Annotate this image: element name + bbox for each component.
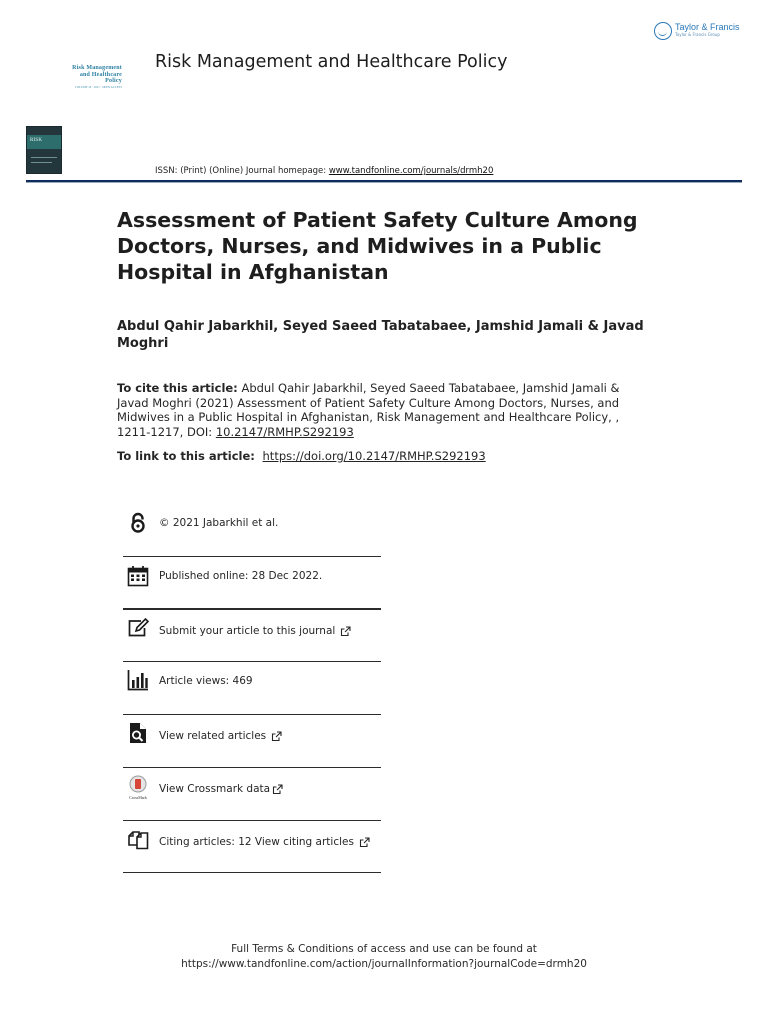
article-views: Article views: 469 (159, 675, 253, 687)
related-articles-label: View related articles (159, 730, 267, 742)
published-date: Published online: 28 Dec 2022. (159, 570, 323, 582)
info-divider (123, 767, 381, 768)
external-link-icon (340, 626, 351, 637)
header-divider-thin (26, 182, 742, 183)
crossmark-label: View Crossmark data (159, 783, 271, 795)
calendar-icon (127, 565, 149, 587)
crossmark-link[interactable] (159, 783, 283, 795)
submit-article-label: Submit your article to this journal (159, 625, 336, 637)
journal-logo-line2: and Healthcare (79, 71, 122, 78)
submit-article-row[interactable] (123, 615, 381, 649)
info-divider (123, 556, 381, 557)
terms-footer-line1: Full Terms & Conditions of access and use can be found at (231, 943, 537, 955)
crossmark-icon (127, 775, 149, 800)
citing-articles-link[interactable] (159, 836, 370, 848)
copyright-text: © 2021 Jabarkhil et al. (159, 517, 279, 529)
info-divider (123, 872, 381, 873)
related-articles-row[interactable] (123, 720, 381, 752)
info-divider (123, 608, 381, 610)
edit-icon (127, 617, 149, 639)
publisher-subname: Taylor & Francis Group (675, 32, 720, 37)
external-link-icon (359, 837, 370, 848)
journal-cover-thumbnail (26, 126, 62, 174)
terms-footer (0, 942, 768, 972)
open-access-icon (127, 512, 149, 534)
article-title: Assessment of Patient Safety Culture Among Doctors, Nurses, and Midwives in a Public Hospital in Afghanistan (117, 208, 638, 284)
journal-logo (50, 65, 122, 90)
bar-chart-icon (127, 669, 149, 691)
citation-doi-link[interactable]: 10.2147/RMHP.S292193 (215, 424, 354, 439)
issn-line (155, 166, 493, 176)
citing-documents-icon (127, 828, 149, 850)
journal-logo-line3: Policy (105, 78, 122, 84)
issn-text: ISSN: (Print) (Online) Journal homepage: (155, 166, 329, 176)
article-doi-link[interactable]: https://doi.org/10.2147/RMHP.S292193 (262, 449, 486, 463)
article-link-label: To link to this article: (117, 449, 259, 463)
info-divider (123, 820, 381, 821)
related-articles-link[interactable] (159, 730, 282, 742)
article-views-row (123, 668, 381, 698)
open-access-row (123, 510, 381, 540)
terms-footer-url[interactable]: https://www.tandfonline.com/action/journalInformation?journalCode=drmh20 (181, 958, 587, 970)
document-search-icon (127, 722, 149, 744)
publisher-logo[interactable] (654, 22, 740, 40)
published-row (123, 562, 381, 592)
journal-homepage-link[interactable]: www.tandfonline.com/journals/drmh20 (328, 166, 494, 176)
external-link-icon (272, 784, 283, 795)
publisher-name: Taylor & Francis (675, 22, 740, 32)
submit-article-link[interactable] (159, 625, 351, 637)
article-link-block (117, 449, 657, 464)
journal-logo-line1: Risk Management (72, 65, 122, 71)
info-divider (123, 714, 381, 715)
crossmark-icon-caption: CrossMark (129, 795, 147, 800)
journal-title: Risk Management and Healthcare Policy (155, 52, 508, 72)
journal-logo-subline: VOLUME 18 · 2021 · OPEN ACCESS (74, 84, 122, 89)
citation-text: Abdul Qahir Jabarkhil, Seyed Saeed Tabatabaee, Jamshid Jamali & Javad Moghri (2021) Assessment of Patient Safety Culture Among Doctors, Nurses, and Midwives in a Public Hospital in Afghanistan, Risk Management and Healthcare Policy, , 1211-1217, DOI: (117, 381, 620, 439)
citation-label: To cite this article: (117, 381, 238, 395)
article-authors: Abdul Qahir Jabarkhil, Seyed Saeed Tabatabaee, Jamshid Jamali & Javad Moghri (117, 319, 644, 351)
citing-articles-row[interactable] (123, 827, 381, 859)
external-link-icon (271, 731, 282, 742)
publisher-logo-icon (654, 22, 672, 40)
cover-title: RISK (30, 138, 43, 143)
citation-block (117, 381, 647, 439)
crossmark-row[interactable] (123, 774, 381, 806)
info-divider (123, 661, 381, 662)
citing-articles-label: Citing articles: 12 View citing articles (159, 836, 354, 848)
